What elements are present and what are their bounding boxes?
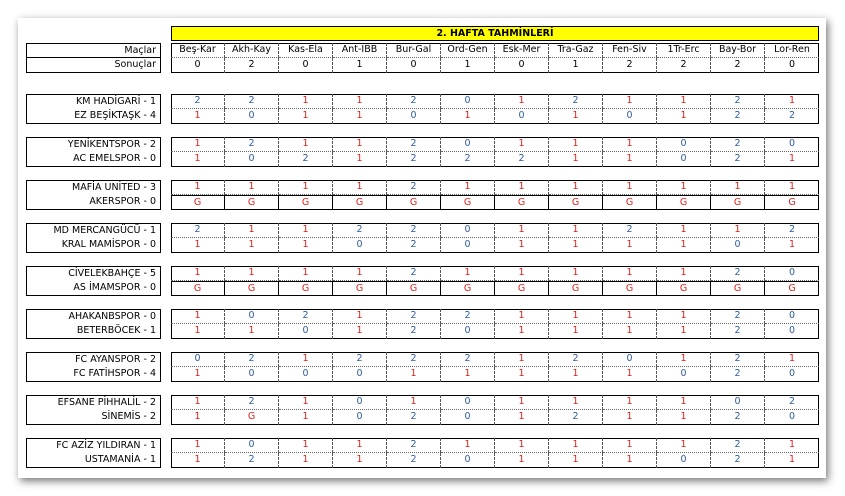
away-pick-cell[interactable]: 1 (171, 324, 225, 339)
home-pick-cell[interactable]: 2 (387, 137, 441, 152)
away-pick-cell[interactable]: 2 (711, 410, 765, 425)
home-pick-cell[interactable]: 0 (171, 352, 225, 367)
away-pick-cell[interactable]: 0 (603, 109, 657, 124)
home-pick-cell[interactable]: 2 (441, 309, 495, 324)
result-cell-1: 0 (171, 58, 225, 73)
home-pick-cell[interactable]: 0 (441, 223, 495, 238)
home-pick-cell[interactable]: 1 (657, 223, 711, 238)
home-pick-cell[interactable]: 1 (549, 180, 603, 195)
fixture-away-team: KRAL MAMİSPOR - 0 (26, 238, 161, 253)
match-header-10: 1Tr-Erc (657, 43, 711, 58)
away-pick-cell[interactable]: G (603, 281, 657, 296)
fixture-home-team: FC AYANSPOR - 2 (26, 352, 161, 367)
result-cell-5: 0 (387, 58, 441, 73)
home-pick-cell[interactable]: 2 (711, 137, 765, 152)
home-pick-cell[interactable]: 1 (333, 438, 387, 453)
fixture-home-team: AHAKANBSPOR - 0 (26, 309, 161, 324)
away-pick-cell[interactable]: 1 (549, 109, 603, 124)
away-pick-cell[interactable]: 1 (603, 152, 657, 167)
away-pick-cell[interactable]: G (333, 195, 387, 210)
result-cell-8: 1 (549, 58, 603, 73)
away-pick-cell[interactable]: G (171, 281, 225, 296)
away-pick-cell[interactable]: G (657, 281, 711, 296)
result-cell-3: 0 (279, 58, 333, 73)
fixture-home-team: MAFİA UNİTED - 3 (26, 180, 161, 195)
home-pick-cell[interactable]: 2 (711, 438, 765, 453)
home-pick-cell[interactable]: 0 (765, 266, 819, 281)
away-pick-cell[interactable]: 0 (333, 367, 387, 382)
home-pick-cell[interactable]: 2 (225, 137, 279, 152)
away-pick-cell[interactable]: 1 (441, 109, 495, 124)
home-pick-cell[interactable]: 1 (495, 352, 549, 367)
away-pick-cell[interactable]: 2 (387, 152, 441, 167)
away-pick-cell[interactable]: 1 (603, 453, 657, 468)
home-pick-cell[interactable]: 1 (495, 94, 549, 109)
away-pick-cell[interactable]: G (225, 281, 279, 296)
home-pick-cell[interactable]: 2 (711, 94, 765, 109)
away-pick-cell[interactable]: 1 (788, 153, 796, 164)
results-label: Sonuçlar (26, 58, 161, 73)
fixture-away-team: EZ BEŞİKTAŞK - 4 (26, 109, 161, 124)
home-pick-cell[interactable]: 2 (171, 223, 225, 238)
home-pick-cell[interactable]: 1 (279, 223, 333, 238)
home-pick-cell[interactable]: 0 (225, 309, 279, 324)
away-pick-cell[interactable]: 1 (279, 410, 333, 425)
away-pick-cell[interactable]: 1 (495, 410, 549, 425)
home-pick-cell[interactable]: 1 (495, 266, 549, 281)
away-pick-cell[interactable]: 1 (333, 324, 387, 339)
home-pick-cell[interactable]: 2 (387, 180, 441, 195)
match-header-3: Kas-Ela (279, 43, 333, 58)
away-pick-cell[interactable]: 0 (441, 324, 495, 339)
away-pick-cell[interactable]: 1 (657, 410, 711, 425)
result-cell-6: 1 (441, 58, 495, 73)
spreadsheet-window (18, 18, 826, 478)
away-pick-cell[interactable]: 1 (171, 109, 225, 124)
away-pick-cell[interactable]: 0 (225, 367, 279, 382)
home-pick-cell[interactable]: 1 (171, 438, 225, 453)
away-pick-cell[interactable]: G (495, 195, 549, 210)
away-pick-cell[interactable]: G (765, 281, 819, 296)
home-pick-cell[interactable]: 1 (225, 180, 279, 195)
fixture-away-team: FC FATİHSPOR - 4 (26, 367, 161, 382)
away-pick-cell[interactable]: 0 (441, 410, 495, 425)
home-pick-cell[interactable]: 2 (387, 352, 441, 367)
away-pick-cell[interactable]: 0 (441, 453, 495, 468)
home-pick-cell[interactable]: 2 (765, 223, 819, 238)
fixture-home-team: MD MERCANGÜCÜ - 1 (26, 223, 161, 238)
home-pick-cell[interactable]: 1 (171, 137, 225, 152)
home-pick-cell[interactable]: 1 (225, 266, 279, 281)
fixture-home-team: EFSANE PİHHALİL - 2 (26, 395, 161, 410)
away-pick-cell[interactable]: 1 (603, 410, 657, 425)
home-pick-cell[interactable]: 2 (711, 309, 765, 324)
away-pick-cell[interactable]: 1 (441, 367, 495, 382)
away-pick-cell[interactable]: G (495, 281, 549, 296)
home-pick-cell[interactable]: 1 (711, 223, 765, 238)
away-pick-cell[interactable]: 0 (788, 325, 796, 336)
away-pick-cell[interactable]: 0 (387, 109, 441, 124)
predictions-sheet (18, 18, 826, 478)
home-pick-cell[interactable]: 1 (549, 223, 603, 238)
home-pick-cell[interactable]: 1 (765, 180, 819, 195)
home-pick-cell[interactable]: 2 (387, 94, 441, 109)
away-pick-cell[interactable]: 1 (279, 238, 333, 253)
away-pick-cell[interactable]: 1 (549, 238, 603, 253)
home-pick-cell[interactable]: 1 (657, 309, 711, 324)
away-pick-cell[interactable]: 0 (333, 410, 387, 425)
home-pick-cell[interactable]: 1 (279, 180, 333, 195)
home-pick-cell[interactable]: 2 (279, 309, 333, 324)
home-pick-cell[interactable]: 1 (279, 395, 333, 410)
home-pick-cell[interactable]: 2 (441, 352, 495, 367)
home-pick-cell[interactable]: 1 (441, 438, 495, 453)
away-pick-cell[interactable]: 0 (657, 367, 711, 382)
home-pick-cell[interactable]: 2 (225, 94, 279, 109)
away-pick-cell[interactable]: 2 (387, 453, 441, 468)
home-pick-cell[interactable]: 0 (765, 137, 819, 152)
away-pick-cell[interactable]: 1 (387, 367, 441, 382)
away-pick-cell[interactable]: 2 (495, 152, 549, 167)
away-pick-cell[interactable]: 1 (657, 238, 711, 253)
home-pick-cell[interactable]: 1 (171, 395, 225, 410)
home-pick-cell[interactable]: 1 (603, 309, 657, 324)
result-cell-10: 2 (657, 58, 711, 73)
home-pick-cell[interactable]: 1 (495, 180, 549, 195)
fixture-away-team: AC EMELSPOR - 0 (26, 152, 161, 167)
home-pick-cell[interactable]: 1 (603, 180, 657, 195)
home-pick-cell[interactable]: 0 (441, 94, 495, 109)
away-pick-cell[interactable]: 2 (387, 324, 441, 339)
away-pick-cell[interactable]: 1 (657, 109, 711, 124)
away-pick-cell[interactable]: 2 (788, 110, 796, 121)
home-pick-cell[interactable]: 1 (333, 180, 387, 195)
away-pick-cell[interactable]: G (603, 195, 657, 210)
home-pick-cell[interactable]: 0 (711, 395, 765, 410)
home-pick-cell[interactable]: 2 (333, 352, 387, 367)
home-pick-cell[interactable]: 1 (657, 438, 711, 453)
fixture-home-team: KM HADİGARİ - 1 (26, 94, 161, 109)
away-pick-cell[interactable]: 1 (495, 238, 549, 253)
away-pick-cell[interactable]: G (441, 281, 495, 296)
away-pick-cell[interactable]: 2 (711, 324, 765, 339)
home-pick-cell[interactable]: 1 (171, 180, 225, 195)
home-pick-cell[interactable]: 2 (387, 438, 441, 453)
match-header-11: Bay-Bor (711, 43, 765, 58)
fixture-home-team: FC AZİZ YILDIRAN - 1 (26, 438, 161, 453)
away-pick-cell[interactable]: 1 (549, 453, 603, 468)
away-pick-cell[interactable]: 1 (171, 367, 225, 382)
home-pick-cell[interactable]: 1 (549, 266, 603, 281)
result-cell-4: 1 (333, 58, 387, 73)
home-pick-cell[interactable]: 2 (225, 352, 279, 367)
fixture-away-team: SİNEMİS - 2 (26, 410, 161, 425)
away-pick-cell[interactable]: 0 (657, 453, 711, 468)
home-pick-cell[interactable]: 1 (657, 94, 711, 109)
home-pick-cell[interactable]: 2 (549, 352, 603, 367)
away-pick-cell[interactable]: 1 (603, 324, 657, 339)
away-pick-cell[interactable]: 2 (549, 410, 603, 425)
result-cell-7: 0 (495, 58, 549, 73)
home-pick-cell[interactable]: 2 (333, 223, 387, 238)
home-pick-cell[interactable]: 2 (711, 266, 765, 281)
home-pick-cell[interactable]: 0 (441, 137, 495, 152)
home-pick-cell[interactable]: 2 (387, 309, 441, 324)
home-pick-cell[interactable]: 1 (603, 395, 657, 410)
away-pick-cell[interactable]: 1 (788, 239, 796, 250)
result-cell-9: 2 (603, 58, 657, 73)
away-pick-cell[interactable]: 2 (225, 453, 279, 468)
sheet-title: 2. HAFTA TAHMİNLERİ (171, 26, 819, 41)
home-pick-cell[interactable]: 1 (657, 180, 711, 195)
home-pick-cell[interactable]: 2 (387, 223, 441, 238)
home-pick-cell[interactable]: 1 (333, 309, 387, 324)
home-pick-cell[interactable]: 1 (549, 438, 603, 453)
away-pick-cell[interactable]: 1 (333, 453, 387, 468)
away-pick-cell[interactable]: G (225, 195, 279, 210)
result-cell-2: 2 (225, 58, 279, 73)
away-pick-cell[interactable]: 1 (171, 410, 225, 425)
away-pick-cell[interactable]: 1 (279, 453, 333, 468)
away-pick-cell[interactable]: G (387, 195, 441, 210)
home-pick-cell[interactable]: 1 (495, 309, 549, 324)
away-pick-cell[interactable]: 2 (711, 367, 765, 382)
away-pick-cell[interactable]: 1 (171, 152, 225, 167)
home-pick-cell[interactable]: 1 (279, 352, 333, 367)
away-pick-cell[interactable]: 1 (279, 109, 333, 124)
home-pick-cell[interactable]: 0 (441, 395, 495, 410)
match-header-9: Fen-Siv (603, 43, 657, 58)
home-pick-cell[interactable]: 0 (225, 438, 279, 453)
away-pick-cell[interactable]: 2 (441, 152, 495, 167)
away-pick-cell[interactable]: G (549, 281, 603, 296)
away-pick-cell[interactable]: G (279, 195, 333, 210)
match-header-5: Bur-Gal (387, 43, 441, 58)
home-pick-cell[interactable]: 1 (279, 137, 333, 152)
match-header-1: Beş-Kar (171, 43, 225, 58)
away-pick-cell[interactable]: 1 (549, 367, 603, 382)
away-pick-cell[interactable]: G (765, 195, 819, 210)
away-pick-cell[interactable]: 0 (711, 238, 765, 253)
away-pick-cell[interactable]: 0 (225, 152, 279, 167)
away-pick-cell[interactable]: 1 (603, 367, 657, 382)
match-header-8: Tra-Gaz (549, 43, 603, 58)
home-pick-cell[interactable]: 1 (495, 137, 549, 152)
away-pick-cell[interactable]: 0 (333, 238, 387, 253)
home-pick-cell[interactable]: 2 (711, 352, 765, 367)
home-pick-cell[interactable]: 1 (333, 137, 387, 152)
home-pick-cell[interactable]: 1 (171, 309, 225, 324)
away-pick-cell[interactable]: 2 (711, 109, 765, 124)
fixture-away-team: AKERSPOR - 0 (26, 195, 161, 210)
home-pick-cell[interactable]: 1 (495, 395, 549, 410)
away-pick-cell[interactable]: 0 (279, 367, 333, 382)
away-pick-cell[interactable]: 1 (333, 109, 387, 124)
home-pick-cell[interactable]: 1 (279, 266, 333, 281)
home-pick-cell[interactable]: 1 (333, 266, 387, 281)
away-pick-cell[interactable]: 1 (333, 152, 387, 167)
away-pick-cell[interactable]: 2 (279, 152, 333, 167)
fixture-home-team: YENİKENTSPOR - 2 (26, 137, 161, 152)
home-pick-cell[interactable]: 1 (603, 137, 657, 152)
fixture-home-team: CİVELEKBAHÇE - 5 (26, 266, 161, 281)
fixture-away-team: USTAMANİA - 1 (26, 453, 161, 468)
home-pick-cell[interactable]: 1 (765, 94, 819, 109)
home-pick-cell[interactable]: 1 (549, 395, 603, 410)
home-pick-cell[interactable]: 1 (657, 266, 711, 281)
home-pick-cell[interactable]: 1 (495, 223, 549, 238)
home-pick-cell[interactable]: 1 (765, 352, 819, 367)
home-pick-cell[interactable]: 1 (549, 309, 603, 324)
result-cell-12: 0 (788, 59, 796, 70)
away-pick-cell[interactable]: 0 (788, 411, 796, 422)
away-pick-cell[interactable]: 1 (495, 324, 549, 339)
match-header-6: Ord-Gen (441, 43, 495, 58)
home-pick-cell[interactable]: 2 (225, 395, 279, 410)
away-pick-cell[interactable]: 1 (225, 238, 279, 253)
home-pick-cell[interactable]: 0 (603, 352, 657, 367)
home-pick-cell[interactable]: 2 (765, 395, 819, 410)
fixture-away-team: AS İMAMSPOR - 0 (26, 281, 161, 296)
away-pick-cell[interactable]: 2 (387, 410, 441, 425)
home-pick-cell[interactable]: 2 (549, 94, 603, 109)
match-header-2: Akh-Kay (225, 43, 279, 58)
away-pick-cell[interactable]: 0 (441, 238, 495, 253)
result-cell-11: 2 (711, 58, 765, 73)
away-pick-cell[interactable]: 1 (171, 453, 225, 468)
away-pick-cell[interactable]: 1 (495, 367, 549, 382)
home-pick-cell[interactable]: 1 (495, 438, 549, 453)
away-pick-cell[interactable]: 2 (711, 152, 765, 167)
home-pick-cell[interactable]: 0 (765, 309, 819, 324)
home-pick-cell[interactable]: 1 (225, 223, 279, 238)
matches-label: Maçlar (26, 43, 161, 58)
away-pick-cell[interactable]: 2 (387, 238, 441, 253)
away-pick-cell[interactable]: G (279, 281, 333, 296)
away-pick-cell[interactable]: G (333, 281, 387, 296)
away-pick-cell[interactable]: G (387, 281, 441, 296)
away-pick-cell[interactable]: 0 (225, 109, 279, 124)
away-pick-cell[interactable]: G (171, 195, 225, 210)
match-header-12: Lor-Ren (765, 43, 819, 58)
home-pick-cell[interactable]: 1 (441, 180, 495, 195)
home-pick-cell[interactable]: 2 (387, 266, 441, 281)
away-pick-cell[interactable]: 2 (711, 453, 765, 468)
away-pick-cell[interactable]: 1 (657, 324, 711, 339)
away-pick-cell[interactable]: G (711, 281, 765, 296)
away-pick-cell[interactable]: 1 (549, 324, 603, 339)
away-pick-cell[interactable]: 0 (657, 152, 711, 167)
away-pick-cell[interactable]: 1 (171, 238, 225, 253)
home-pick-cell[interactable]: 1 (657, 352, 711, 367)
home-pick-cell[interactable]: 1 (603, 266, 657, 281)
away-pick-cell[interactable]: G (225, 410, 279, 425)
away-pick-cell[interactable]: G (657, 195, 711, 210)
away-pick-cell[interactable]: 0 (279, 324, 333, 339)
match-header-7: Esk-Mer (495, 43, 549, 58)
home-pick-cell[interactable]: 1 (711, 180, 765, 195)
home-pick-cell[interactable]: 2 (171, 94, 225, 109)
home-pick-cell[interactable]: 1 (279, 438, 333, 453)
home-pick-cell[interactable]: 1 (387, 395, 441, 410)
away-pick-cell[interactable]: 0 (495, 109, 549, 124)
match-header-4: Ant-İBB (333, 43, 387, 58)
home-pick-cell[interactable]: 0 (657, 137, 711, 152)
home-pick-cell[interactable]: 0 (333, 395, 387, 410)
away-pick-cell[interactable]: 1 (495, 453, 549, 468)
away-pick-cell[interactable]: 1 (788, 454, 796, 465)
home-pick-cell[interactable]: 1 (657, 395, 711, 410)
fixture-away-team: BETERBÖCEK - 1 (26, 324, 161, 339)
away-pick-cell[interactable]: G (441, 195, 495, 210)
home-pick-cell[interactable]: 1 (333, 94, 387, 109)
home-pick-cell[interactable]: 1 (171, 266, 225, 281)
away-pick-cell[interactable]: G (711, 195, 765, 210)
away-pick-cell[interactable]: 1 (225, 324, 279, 339)
home-pick-cell[interactable]: 1 (441, 266, 495, 281)
home-pick-cell[interactable]: 1 (549, 137, 603, 152)
away-pick-cell[interactable]: 1 (549, 152, 603, 167)
home-pick-cell[interactable]: 1 (603, 94, 657, 109)
away-pick-cell[interactable]: 0 (788, 368, 796, 379)
away-pick-cell[interactable]: G (549, 195, 603, 210)
home-pick-cell[interactable]: 1 (765, 438, 819, 453)
home-pick-cell[interactable]: 2 (603, 223, 657, 238)
away-pick-cell[interactable]: 1 (603, 238, 657, 253)
home-pick-cell[interactable]: 1 (279, 94, 333, 109)
home-pick-cell[interactable]: 1 (603, 438, 657, 453)
